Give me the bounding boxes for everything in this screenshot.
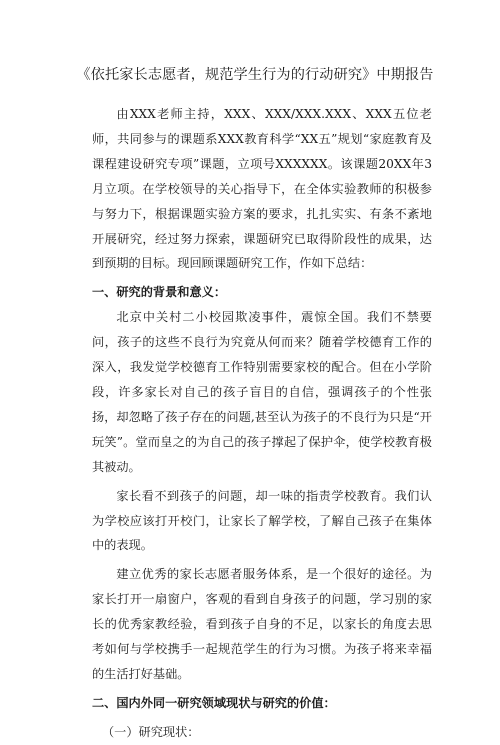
document-body (92, 102, 432, 745)
section-2-heading: 二、国内外同一研究领域现状与研究的价值： (92, 695, 336, 710)
section-1-paragraph-1: 北京中关村二小校园欺凌事件，震惊全国。我们不禁要问，孩子的这些不良行为究竟从何而来？随着学校德育工作的深入，我发觉学校德育工作特别需要家校的配合。但在小学阶段，许多家长对自己的孩子盲目的自信，强调孩子的个性张扬，却忽略了孩子存在的问题,甚至认为孩子的不良行为只是“开玩笑”。堂而皇之的为自己的孩子撑起了保护伞，使学校教育极其被动。 (92, 310, 432, 474)
section-1-heading: 一、研究的背景和意义： (92, 285, 227, 300)
section-2-subheading: （一）研究现状： (102, 724, 200, 739)
section-1-paragraph-3: 建立优秀的家长志愿者服务体系，是一个很好的途径。为家长打开一扇窗户，客观的看到自身孩子的问题，学习别的家长的优秀家教经验，看到孩子自身的不足，以家长的角度去思考如何与学校携手一起规范学生的行为习惯。为孩子将来幸福的生活打好基础。 (92, 567, 432, 681)
document-title: 《依托家长志愿者，规范学生行为的行动研究》中期报告 (76, 67, 434, 83)
section-1-paragraph-2: 家长看不到孩子的问题，却一味的指责学校教育。我们认为学校应该打开校门，让家长了解学校，了解自己孩子在集体中的表现。 (92, 488, 432, 553)
intro-paragraph: 由XXX老师主持，XXX、XXX/XXX.XXX、XXX五位老师，共同参与的课题系XXX教育科学“XX五”规划“家庭教育及课程建设研究专项”课题，立项号XXXXXX。该课题20XX年3月立项。在学校领导的关心指导下，在全体实验教师的积极参与努力下，根据课题实验方案的要求，扎扎实实、有条不紊地开展研究，经过努力探索，课题研究已取得阶段性的成果，达到预期的目标。现回顾课题研究工作，作如下总结： (92, 107, 432, 271)
